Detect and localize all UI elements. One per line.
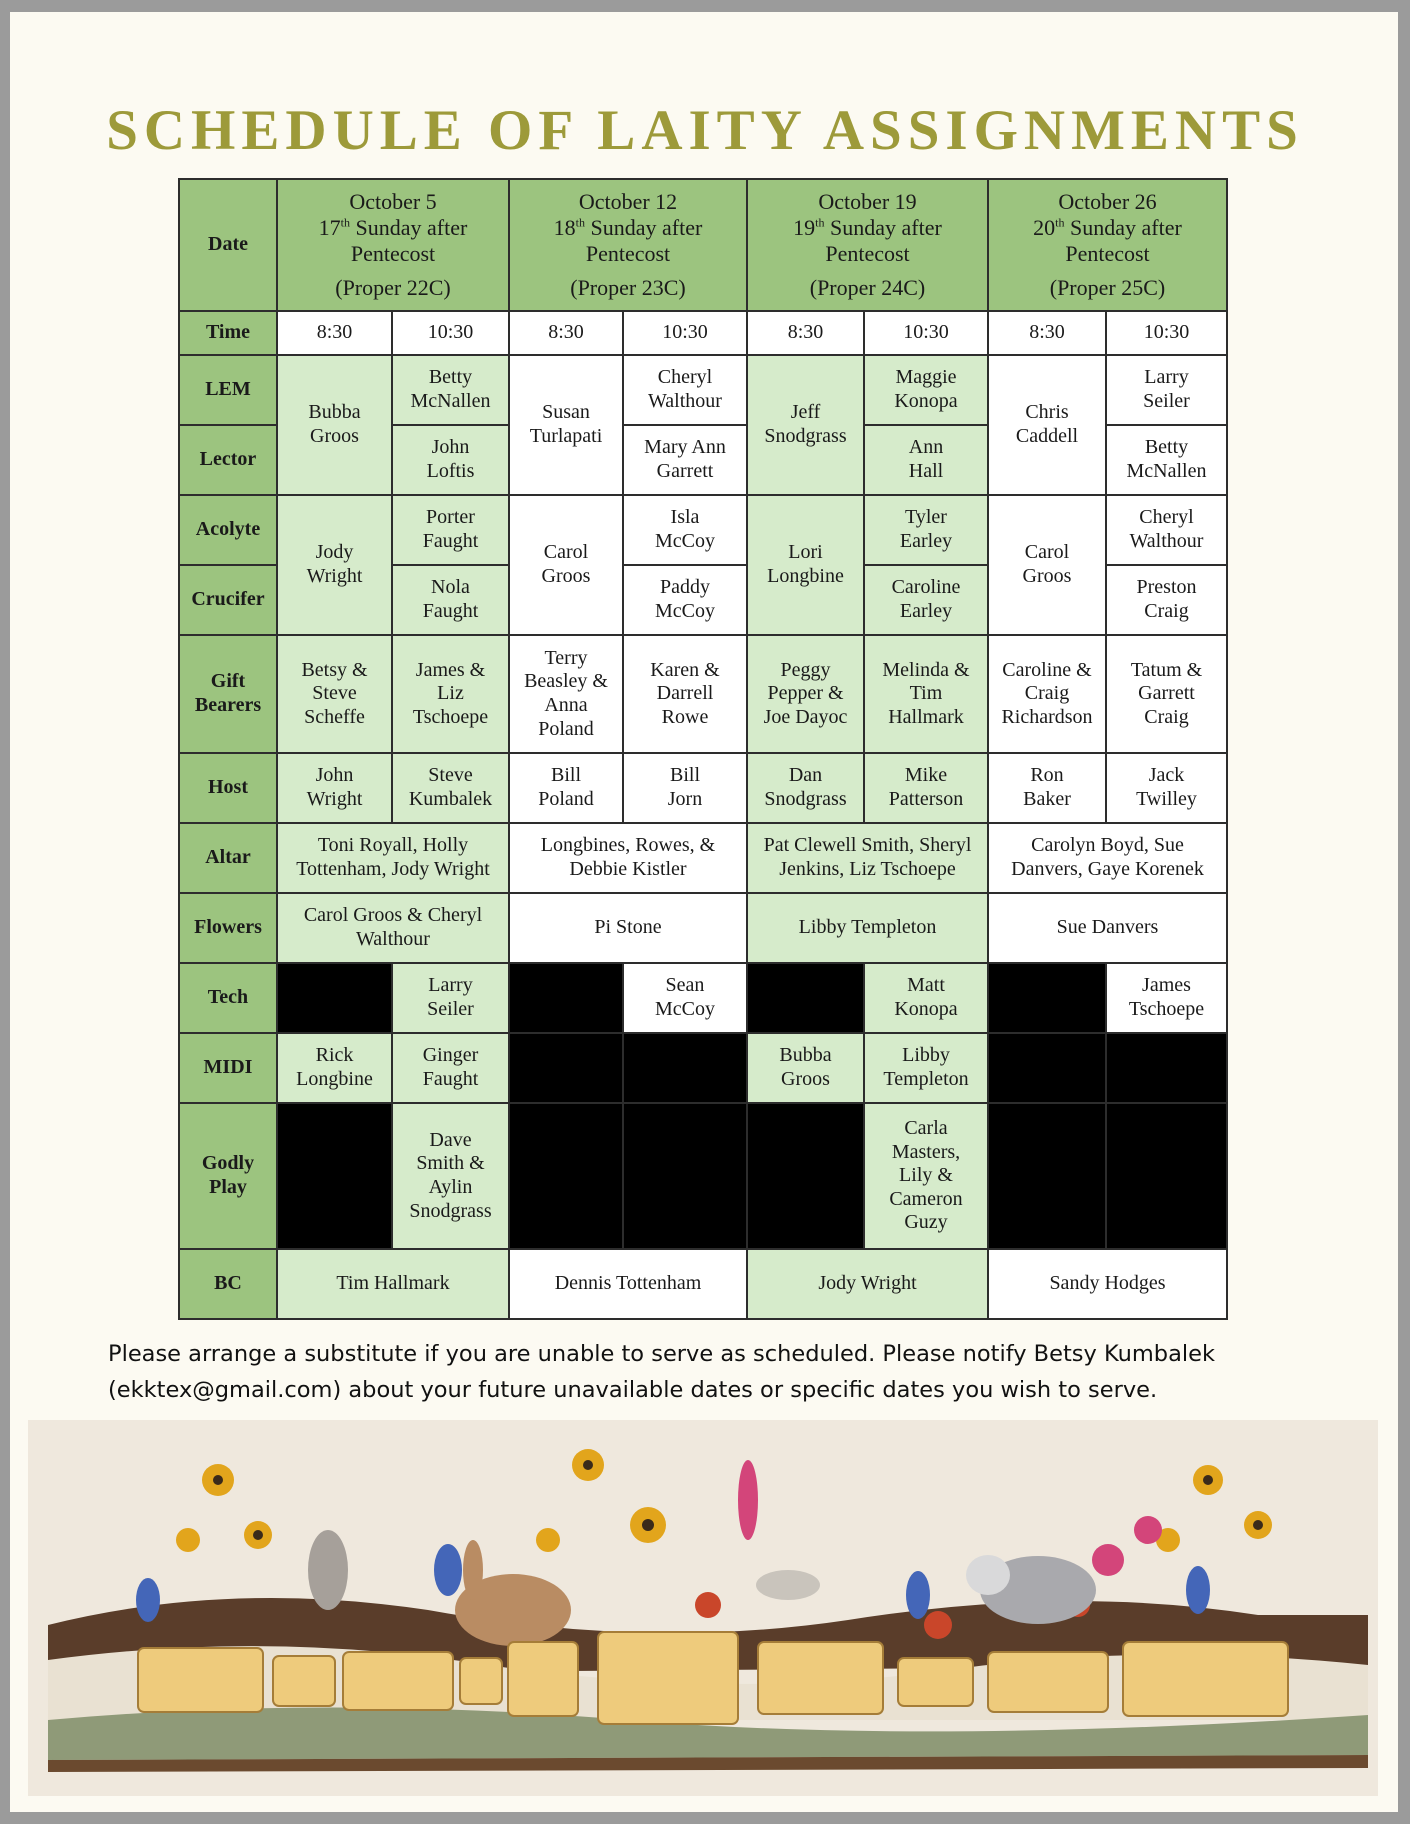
blank-cell [509, 1103, 623, 1249]
bc-cell: Tim Hallmark [277, 1249, 509, 1319]
gift-bearers-cell: James & Liz Tschoepe [392, 635, 509, 753]
godly-play-cell: Carla Masters, Lily & Cameron Guzy [864, 1103, 988, 1249]
host-cell: Steve Kumbalek [392, 753, 509, 823]
lector-label: Lector [179, 425, 277, 495]
embroidered-banner [28, 1420, 1378, 1796]
midi-cell: Bubba Groos [747, 1033, 864, 1103]
acolyte-crucifer-cell: Carol Groos [509, 495, 623, 635]
time-cell: 8:30 [277, 311, 392, 355]
time-cell: 8:30 [747, 311, 864, 355]
blank-cell [747, 963, 864, 1033]
flowers-cell: Sue Danvers [988, 893, 1227, 963]
host-cell: Ron Baker [988, 753, 1106, 823]
time-cell: 8:30 [988, 311, 1106, 355]
altar-label: Altar [179, 823, 277, 893]
host-cell: John Wright [277, 753, 392, 823]
altar-cell: Toni Royall, Holly Tottenham, Jody Wright [277, 823, 509, 893]
bc-cell: Sandy Hodges [988, 1249, 1227, 1319]
lem-cell: Larry Seiler [1106, 355, 1227, 425]
lector-cell: Ann Hall [864, 425, 988, 495]
lem-lector-cell: Bubba Groos [277, 355, 392, 495]
midi-label: MIDI [179, 1033, 277, 1103]
page-title: SCHEDULE OF LAITY ASSIGNMENTS [106, 99, 1304, 162]
blank-cell [1106, 1033, 1227, 1103]
flowers-label: Flowers [179, 893, 277, 963]
midi-cell: Ginger Faught [392, 1033, 509, 1103]
crucifer-cell: Preston Craig [1106, 565, 1227, 635]
time-cell: 10:30 [864, 311, 988, 355]
flowers-cell: Libby Templeton [747, 893, 988, 963]
lem-lector-cell: Jeff Snodgrass [747, 355, 864, 495]
flowers-cell: Pi Stone [509, 893, 747, 963]
host-cell: Jack Twilley [1106, 753, 1227, 823]
tech-cell: Larry Seiler [392, 963, 509, 1033]
gift-bearers-cell: Karen & Darrell Rowe [623, 635, 747, 753]
midi-cell: Libby Templeton [864, 1033, 988, 1103]
gift-bearers-cell: Tatum & Garrett Craig [1106, 635, 1227, 753]
crucifer-cell: Nola Faught [392, 565, 509, 635]
altar-cell: Pat Clewell Smith, Sheryl Jenkins, Liz Tschoepe [747, 823, 988, 893]
blank-cell [988, 963, 1106, 1033]
blank-cell [988, 1103, 1106, 1249]
acolyte-cell: Porter Faught [392, 495, 509, 565]
week-header-2: October 12 18th Sunday after Pentecost (Proper 23C) [509, 179, 747, 311]
week-header-3: October 19 19th Sunday after Pentecost (Proper 24C) [747, 179, 988, 311]
acolyte-cell: Cheryl Walthour [1106, 495, 1227, 565]
host-cell: Bill Poland [509, 753, 623, 823]
banner-artwork [28, 1420, 1378, 1796]
host-cell: Dan Snodgrass [747, 753, 864, 823]
crucifer-label: Crucifer [179, 565, 277, 635]
crucifer-cell: Paddy McCoy [623, 565, 747, 635]
schedule-table [178, 178, 1228, 1320]
week-header-4: October 26 20th Sunday after Pentecost (Proper 25C) [988, 179, 1227, 311]
tech-cell: Sean McCoy [623, 963, 747, 1033]
tech-cell: Matt Konopa [864, 963, 988, 1033]
gift-bearers-cell: Melinda & Tim Hallmark [864, 635, 988, 753]
godly-play-cell: Dave Smith & Aylin Snodgrass [392, 1103, 509, 1249]
blank-cell [1106, 1103, 1227, 1249]
host-label: Host [179, 753, 277, 823]
lector-cell: John Loftis [392, 425, 509, 495]
acolyte-crucifer-cell: Carol Groos [988, 495, 1106, 635]
time-cell: 10:30 [392, 311, 509, 355]
blank-cell [747, 1103, 864, 1249]
host-cell: Bill Jorn [623, 753, 747, 823]
gift-bearers-cell: Terry Beasley & Anna Poland [509, 635, 623, 753]
gift-bearers-label: Gift Bearers [179, 635, 277, 753]
gift-bearers-cell: Peggy Pepper & Joe Dayoc [747, 635, 864, 753]
host-cell: Mike Patterson [864, 753, 988, 823]
acolyte-cell: Isla McCoy [623, 495, 747, 565]
lector-cell: Mary Ann Garrett [623, 425, 747, 495]
gift-bearers-cell: Caroline & Craig Richardson [988, 635, 1106, 753]
substitute-notice: Please arrange a substitute if you are unable to serve as scheduled. Please notify Betsy Kumbalek (ekktex@gmail.com) about your future unavailable dates or specific dates you wish to serve. [108, 1341, 1215, 1403]
lem-cell: Betty McNallen [392, 355, 509, 425]
blank-cell [623, 1103, 747, 1249]
blank-cell [988, 1033, 1106, 1103]
blank-cell [623, 1033, 747, 1103]
bc-label: BC [179, 1249, 277, 1319]
tech-label: Tech [179, 963, 277, 1033]
midi-cell: Rick Longbine [277, 1033, 392, 1103]
lector-cell: Betty McNallen [1106, 425, 1227, 495]
blank-cell [277, 1103, 392, 1249]
bc-cell: Jody Wright [747, 1249, 988, 1319]
acolyte-crucifer-cell: Lori Longbine [747, 495, 864, 635]
acolyte-label: Acolyte [179, 495, 277, 565]
time-label: Time [179, 311, 277, 355]
godly-play-label: Godly Play [179, 1103, 277, 1249]
lem-label: LEM [179, 355, 277, 425]
blank-cell [277, 963, 392, 1033]
lem-cell: Maggie Konopa [864, 355, 988, 425]
lem-lector-cell: Chris Caddell [988, 355, 1106, 495]
blank-cell [509, 1033, 623, 1103]
time-cell: 8:30 [509, 311, 623, 355]
time-cell: 10:30 [1106, 311, 1227, 355]
date-label: Date [179, 179, 277, 311]
lem-lector-cell: Susan Turlapati [509, 355, 623, 495]
blank-cell [509, 963, 623, 1033]
crucifer-cell: Caroline Earley [864, 565, 988, 635]
time-cell: 10:30 [623, 311, 747, 355]
flowers-cell: Carol Groos & Cheryl Walthour [277, 893, 509, 963]
bc-cell: Dennis Tottenham [509, 1249, 747, 1319]
gift-bearers-cell: Betsy & Steve Scheffe [277, 635, 392, 753]
lem-cell: Cheryl Walthour [623, 355, 747, 425]
tech-cell: James Tschoepe [1106, 963, 1227, 1033]
altar-cell: Longbines, Rowes, & Debbie Kistler [509, 823, 747, 893]
acolyte-crucifer-cell: Jody Wright [277, 495, 392, 635]
week-header-1: October 5 17th Sunday after Pentecost (Proper 22C) [277, 179, 509, 311]
altar-cell: Carolyn Boyd, Sue Danvers, Gaye Korenek [988, 823, 1227, 893]
acolyte-cell: Tyler Earley [864, 495, 988, 565]
